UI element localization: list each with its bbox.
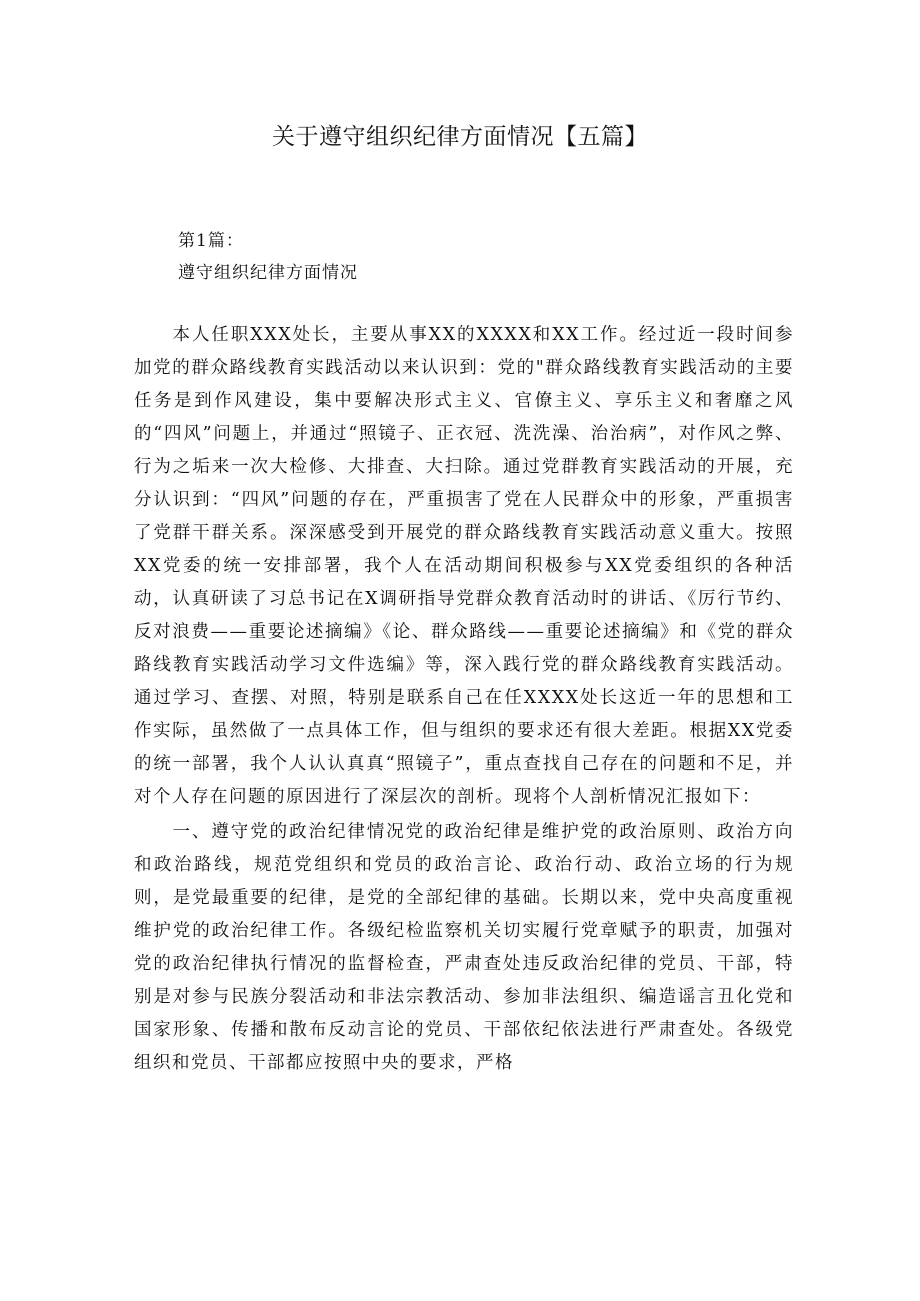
section-subtitle: 遵守组织纪律方面情况 [178,263,358,283]
body-paragraph: 本人任职XXX处长，主要从事XX的XXXX和XX工作。经过近一段时间参加党的群众路线教育实践活动以来认识到：党的"群众路线教育实践活动的主要任务是到作风建设，集中要解决形式主义、官僚主义、享乐主义和奢靡之风的“四风”问题上，并通过“照镜子、正衣冠、洗洗澡、治治病”，对作风之弊、行为之垢来一次大检修、大排查、大扫除。通过党群教育实践活动的开展，充分认识到：“四风”问题的存在，严重损害了党在人民群众中的形象，严重损害了党群干群关系。深深感受到开展党的群众路线教育实践活动意义重大。按照XX党委的统一安排部署，我个人在活动期间积极参与XX党委组织的各种活动，认真研读了习总书记在X调研指导党群众教育活动时的讲话、《厉行节约、反对浪费——重要论述摘编》《论、群众路线——重要论述摘编》和《党的群众路线教育实践活动学习文件选编》等，深入践行党的群众路线教育实践活动。通过学习、查摆、对照，特别是联系自己在任XXXX处长这近一年的思想和工作实际，虽然做了一点具体工作，但与组织的要求还有很大差距。根据XX党委的统一部署，我个人认认真真“照镜子”，重点查找自己存在的问题和不足，并对个人存在问题的原因进行了深层次的剖析。现将个人剖析情况汇报如下： [134,325,794,807]
section-number-label: 第1篇： [178,231,244,251]
document-title: 关于遵守组织纪律方面情况【五篇】 [272,124,648,150]
body-paragraph: 一、遵守党的政治纪律情况党的政治纪律是维护党的政治原则、政治方向和政治路线，规范党组织和党员的政治言论、政治行动、政治立场的行为规则，是党最重要的纪律，是党的全部纪律的基础。长期以来，党中央高度重视维护党的政治纪律工作。各级纪检监察机关切实履行党章赋予的职责，加强对党的政治纪律执行情况的监督检查，严肃查处违反政治纪律的党员、干部，特别是对参与民族分裂活动和非法宗教活动、参加非法组织、编造谣言丑化党和国家形象、传播和散布反动言论的党员、干部依纪依法进行严肃查处。各级党组织和党员、干部都应按照中央的要求，严格 [134,822,794,1073]
